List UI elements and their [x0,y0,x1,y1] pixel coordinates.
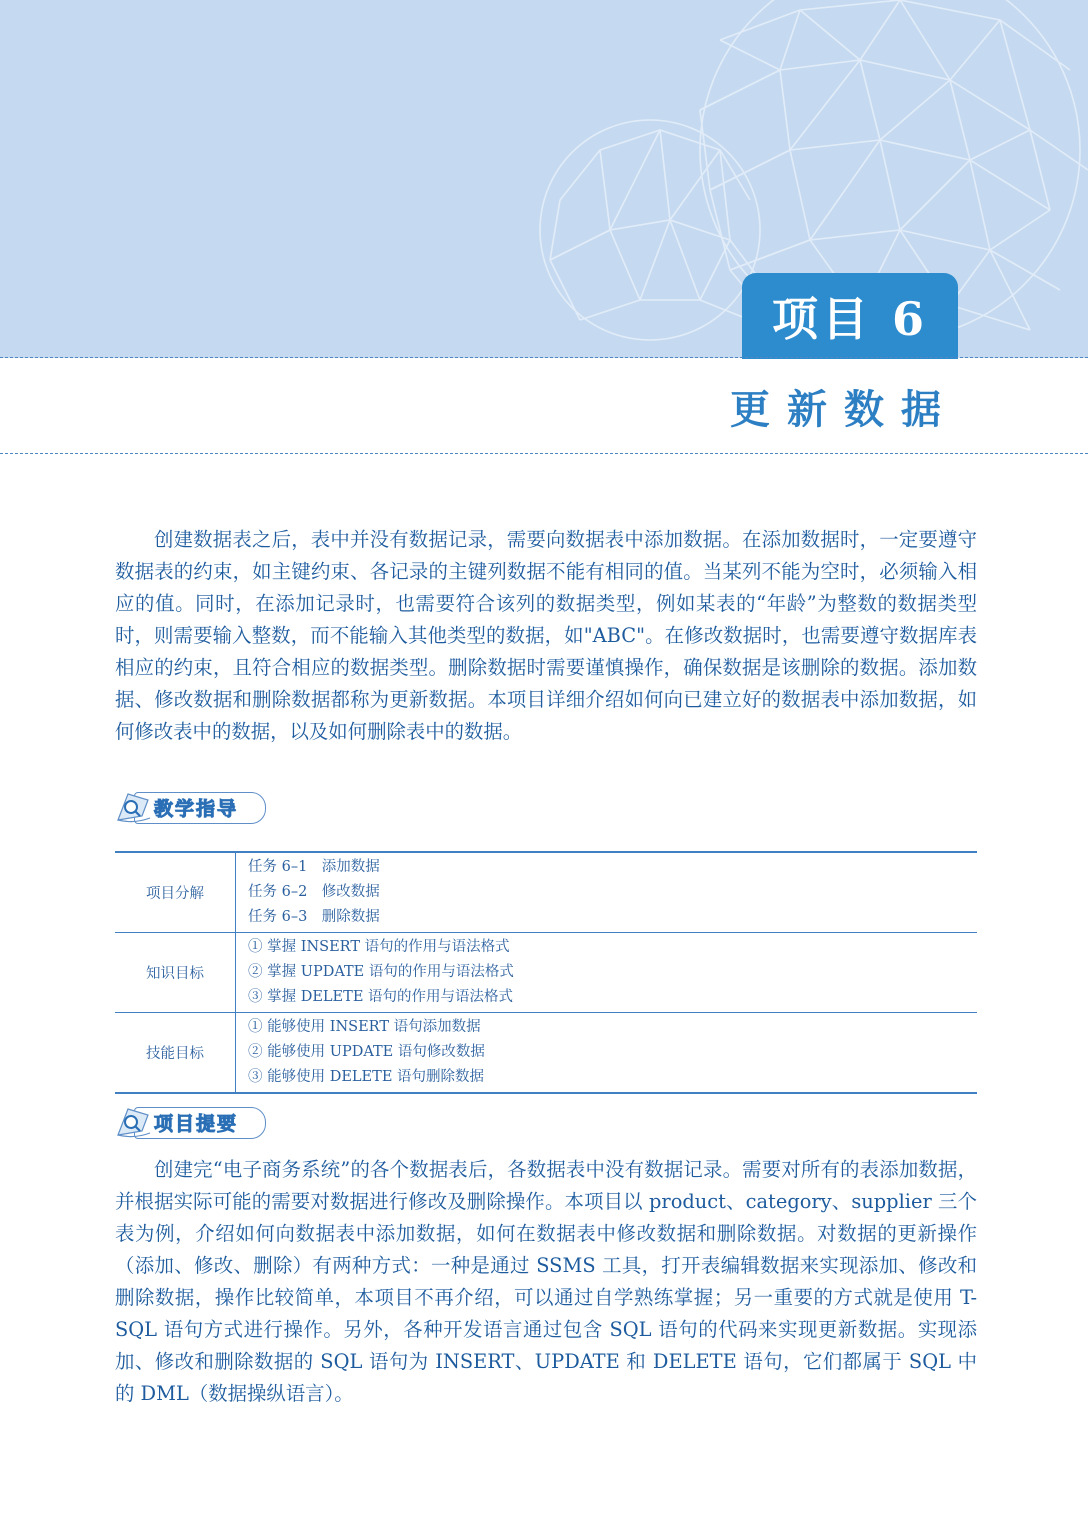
magnifier-icon [114,1105,154,1139]
row-items [236,1013,978,1094]
teaching-guide-table [115,851,977,1094]
section-badge-teaching [114,790,268,824]
row-items [236,852,978,933]
magnifier-icon [114,790,154,824]
row-label: 知识目标 [115,933,236,1013]
intro-paragraph: 创建数据表之后，表中并没有数据记录，需要向数据表中添加数据。在添加数据时，一定要遵守数据表的约束，如主键约束、各记录的主键列数据不能有相同的值。当某列不能为空时，必须输入相应的值。同时，在添加记录时，也需要符合该列的数据类型，例如某表的“年龄”为整数的数据类型时，则需要输入整数，而不能输入其他类型的数据，如"ABC"。在修改数据时，也需要遵守数据库表相应的约束，且符合相应的数据类型。删除数据时需要谨慎操作，确保数据是该删除的数据。添加数据、修改数据和删除数据都称为更新数据。本项目详细介绍如何向已建立好的数据表中添加数据，如何修改表中的数据，以及如何删除表中的数据。 [115,528,977,743]
row-items [236,933,978,1013]
row-label: 项目分解 [115,852,236,933]
header-divider-bottom [0,453,1088,454]
row-label: 技能目标 [115,1013,236,1094]
section-title-teaching: 教学指导 [154,798,239,820]
section-badge-summary [114,1105,268,1139]
list-item: ③ 能够使用 DELETE 语句删除数据 [248,1069,485,1085]
table-row [115,1013,977,1094]
list-item: 任务 6–3 删除数据 [248,909,380,925]
project-label: 项目 6 [771,292,929,346]
summary-paragraph: 创建完“电子商务系统”的各个数据表后，各数据表中没有数据记录。需要对所有的表添加数据，并根据实际可能的需要对数据进行修改及删除操作。本项目以 product、category、supplier 三个表为例，介绍如何向数据表中添加数据，如何在数据表中修改数据和删除数据。对数据的更新操作（添加、修改、删除）有两种方式：一种是通过 SSMS 工具，打开表编辑数据来实现添加、修改和删除数据，操作比较简单，本项目不再介绍，可以通过自学熟练掌握；另一重要的方式就是使用 T-SQL 语句方式进行操作。另外，各种开发语言通过包含 SQL 语句的代码来实现更新数据。实现添加、修改和删除数据的 SQL 语句为 INSERT、UPDATE 和 DELETE 语句，它们都属于 SQL 中的 DML（数据操纵语言）。 [115,1158,977,1405]
table-row [115,852,977,933]
list-item: ① 掌握 INSERT 语句的作用与语法格式 [248,939,510,955]
list-item: ② 能够使用 UPDATE 语句修改数据 [248,1044,485,1060]
chapter-title: 更新数据 [730,387,958,433]
list-item: ② 掌握 UPDATE 语句的作用与语法格式 [248,964,514,980]
project-number-tab [742,273,958,359]
list-item: ③ 掌握 DELETE 语句的作用与语法格式 [248,989,514,1005]
header-divider-top [0,357,1088,358]
list-item: ① 能够使用 INSERT 语句添加数据 [248,1019,481,1035]
list-item: 任务 6–2 修改数据 [248,884,380,900]
table-row [115,933,977,1013]
list-item: 任务 6–1 添加数据 [248,859,380,875]
section-title-summary: 项目提要 [154,1113,239,1135]
